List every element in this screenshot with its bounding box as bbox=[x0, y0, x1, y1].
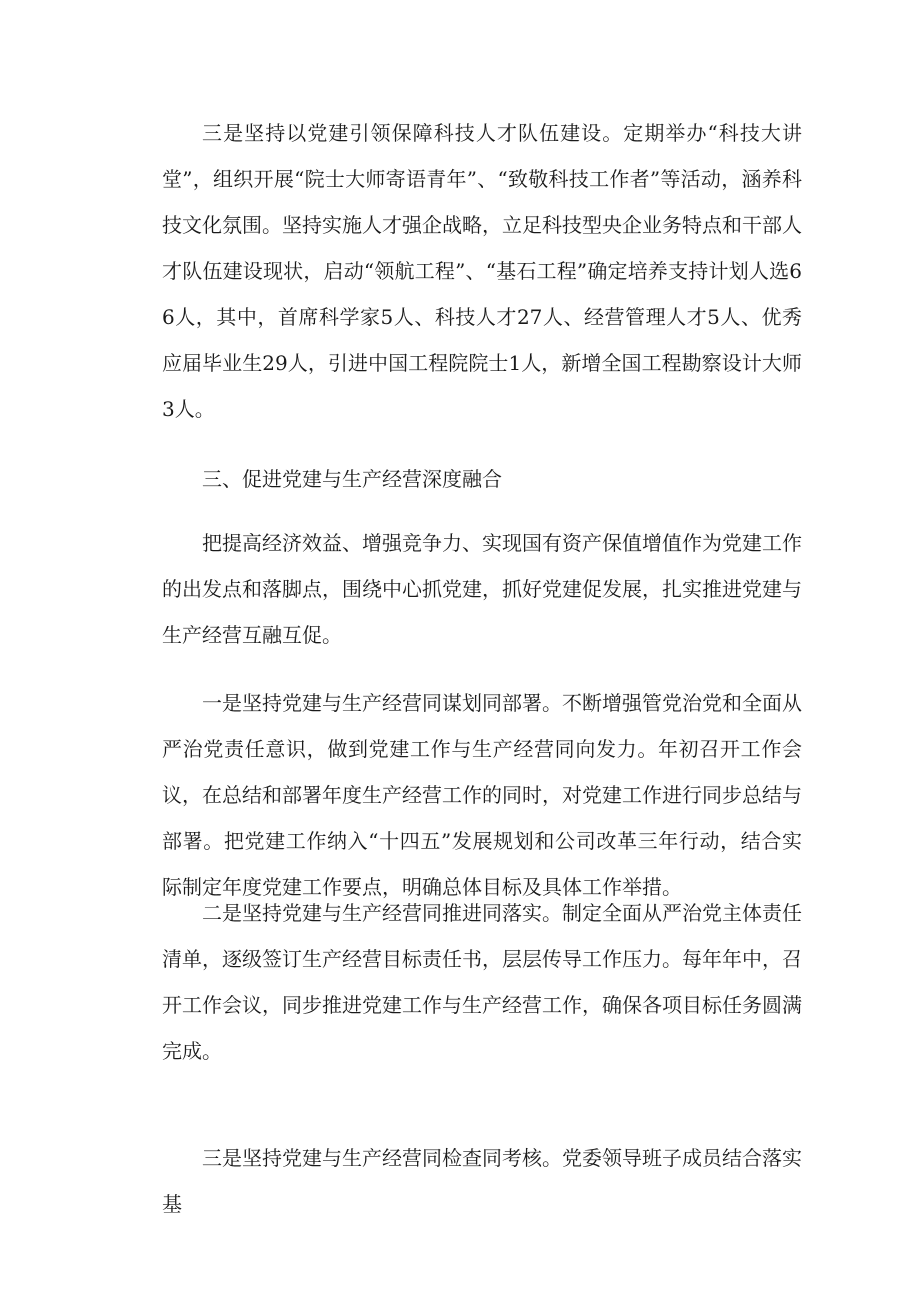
section-heading-3: 三、促进党建与生产经营深度融合 bbox=[202, 467, 502, 491]
paragraph-integration-intro: 把提高经济效益、增强竞争力、实现国有资产保值增值作为党建工作的出发点和落脚点，围绕中心抓党建，抓好党建促发展，扎实推进党建与生产经营互融互促。 bbox=[162, 531, 802, 647]
paragraph-plan-deploy: 一是坚持党建与生产经营同谋划同部署。不断增强管党治党和全面从严治党责任意识，做到党建工作与生产经营同向发力。年初召开工作会议，在总结和部署年度生产经营工作的同时，对党建工作进行同步总结与部署。把党建工作纳入“十四五”发展规划和公司改革三年行动，结合实际制定年度党建工作要点，明确总体目标及具体工作举措。 bbox=[162, 691, 802, 899]
paragraph-talent-team-building: 三是坚持以党建引领保障科技人才队伍建设。定期举办“科技大讲堂”，组织开展“院士大师寄语青年”、“致敬科技工作者”等活动，涵养科技文化氛围。坚持实施人才强企战略，立足科技型央企业务特点和干部人才队伍建设现状，启动“领航工程”、“基石工程”确定培养支持计划人选66人，其中，首席科学家5人、科技人才27人、经营管理人才5人、优秀应届毕业生29人，引进中国工程院院士1人，新增全国工程勘察设计大师3人。 bbox=[162, 121, 802, 421]
paragraph-inspect-assess: 三是坚持党建与生产经营同检查同考核。党委领导班子成员结合落实基 bbox=[162, 1146, 802, 1216]
paragraph-advance-implement: 二是坚持党建与生产经营同推进同落实。制定全面从严治党主体责任清单，逐级签订生产经营目标责任书，层层传导工作压力。每年年中，召开工作会议，同步推进党建工作与生产经营工作，确保各项目标任务圆满完成。 bbox=[162, 901, 802, 1063]
